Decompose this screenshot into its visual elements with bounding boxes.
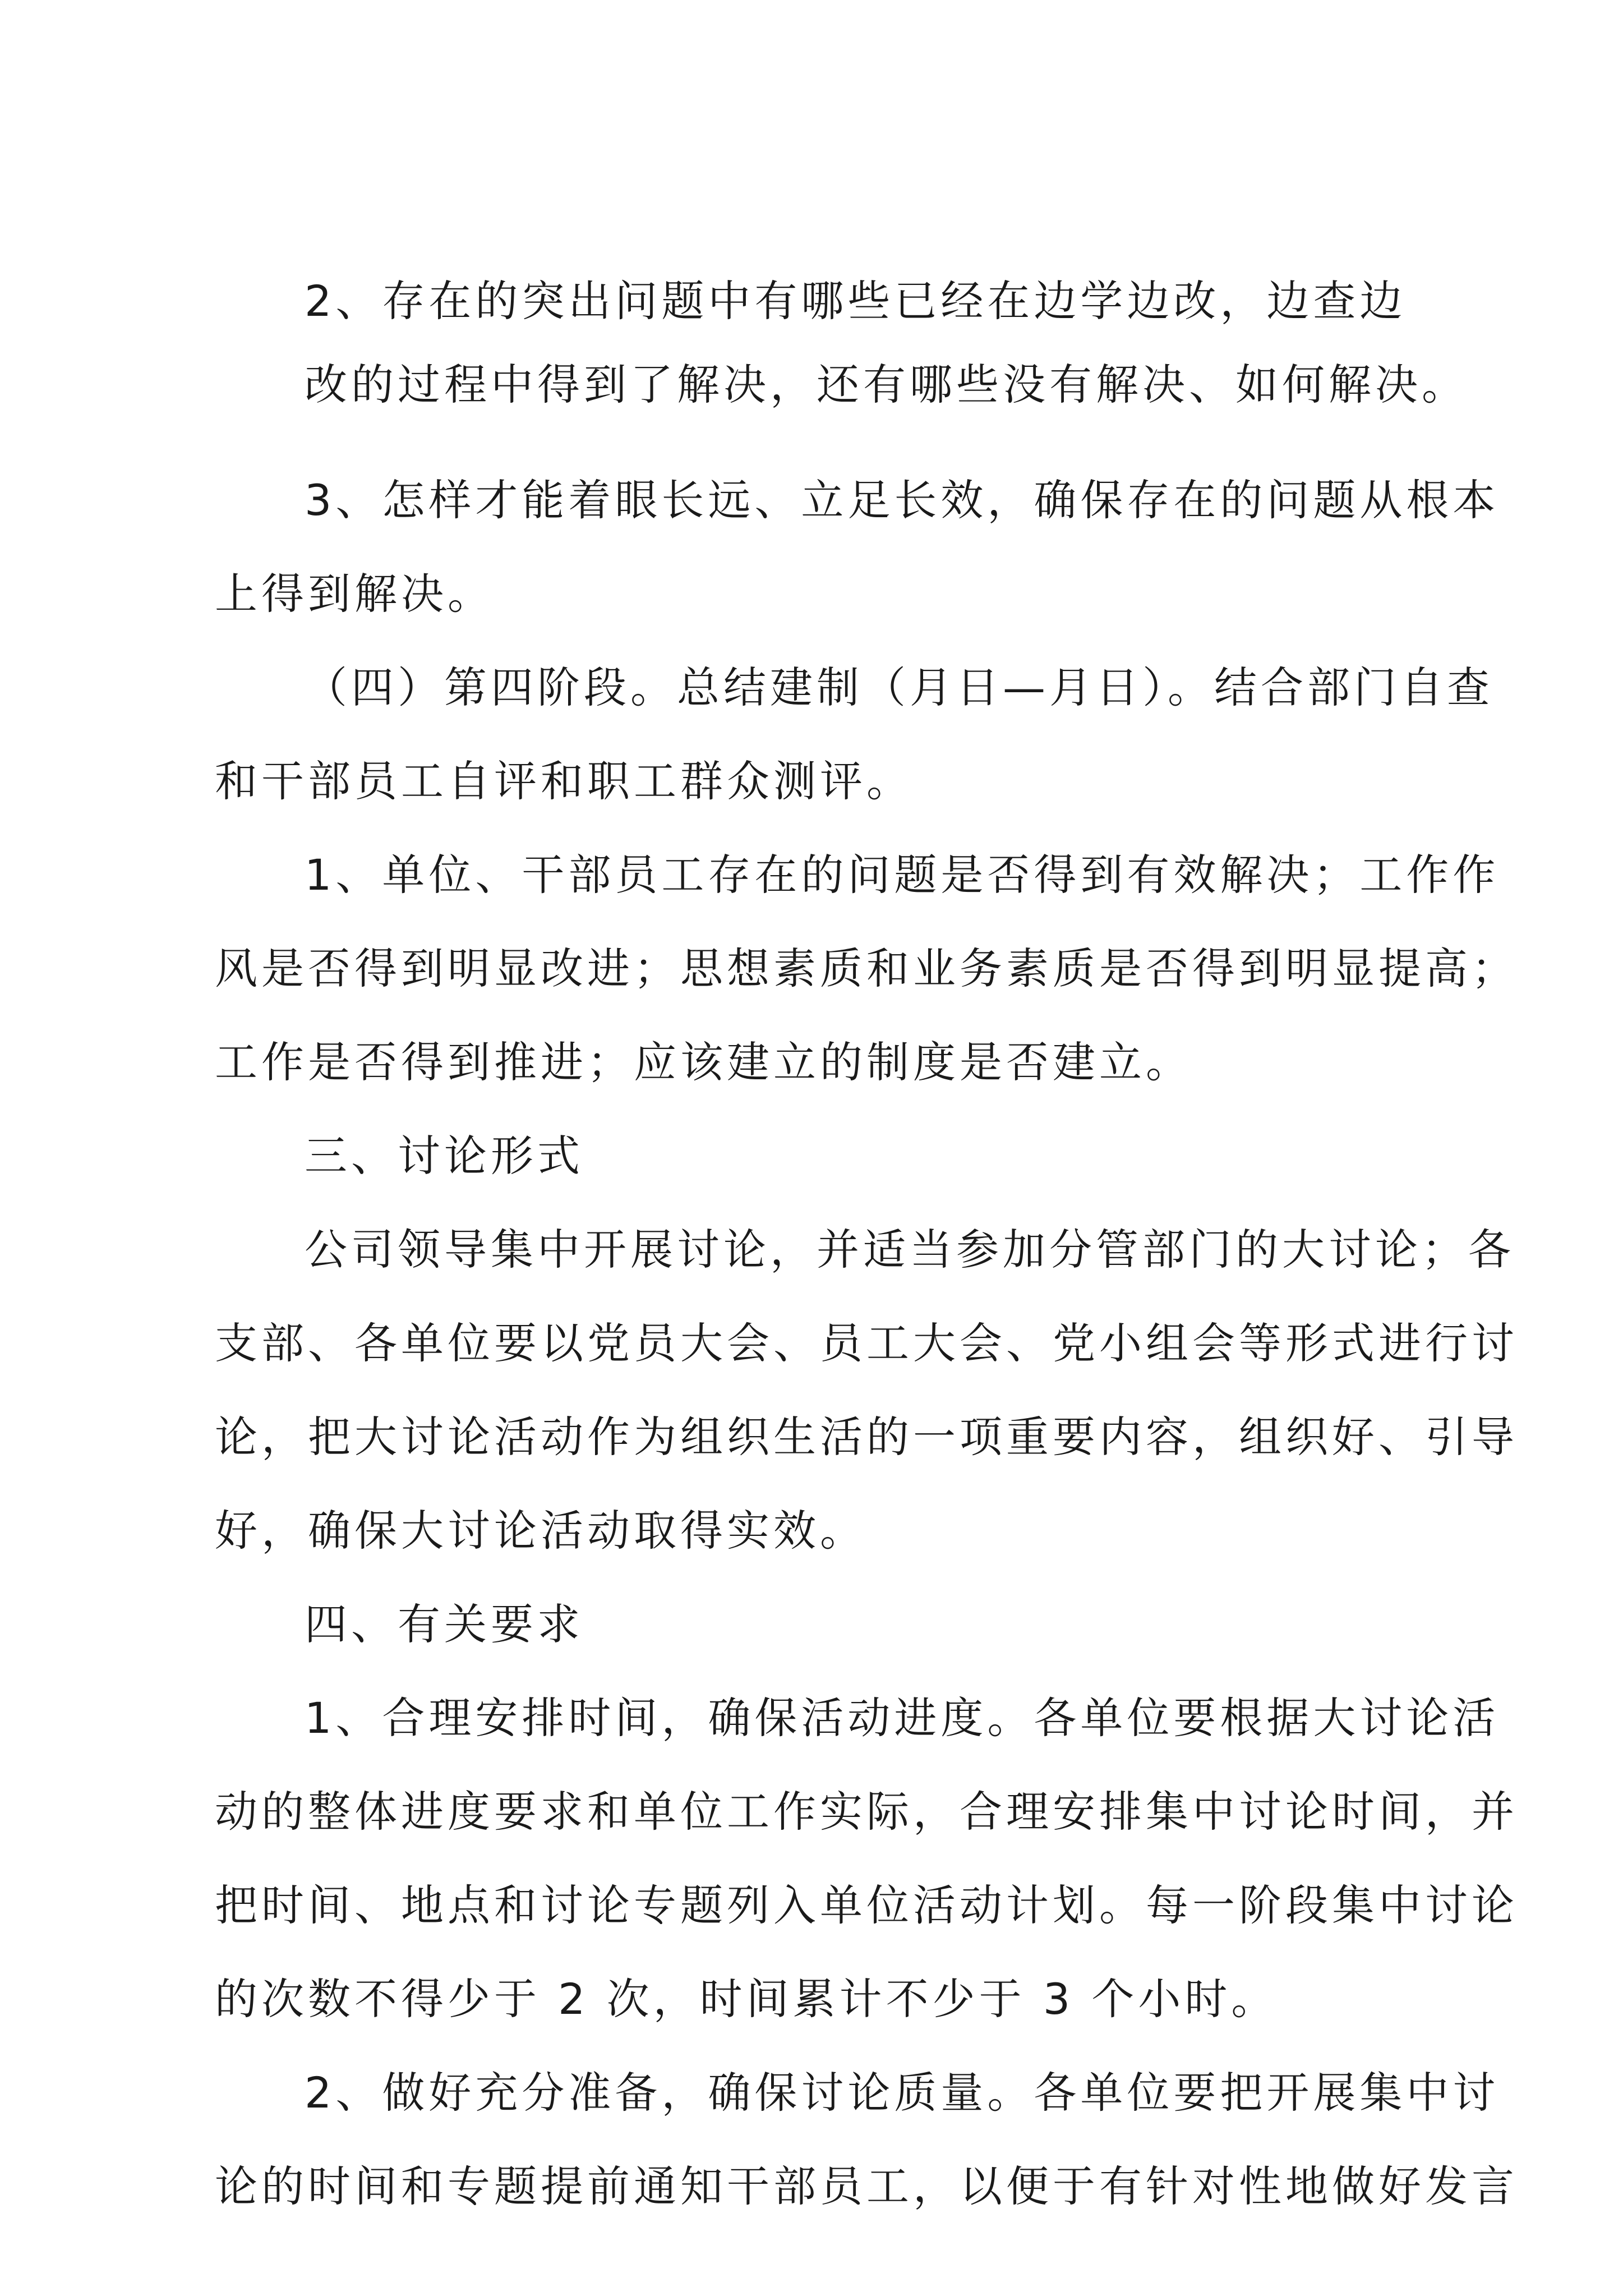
text-line: 公司领导集中开展讨论，并适当参加分管部门的大讨论；各	[305, 1225, 1515, 1274]
text-line: 上得到解决。	[215, 569, 494, 619]
text-line: 把时间、地点和讨论专题列入单位活动计划。每一阶段集中讨论	[215, 1880, 1518, 1930]
text-line: 好，确保大讨论活动取得实效。	[215, 1506, 866, 1556]
section-heading: 四、有关要求	[305, 1599, 584, 1649]
text-line: 工作是否得到推进；应该建立的制度是否建立。	[215, 1037, 1192, 1087]
text-line: 论，把大讨论活动作为组织生活的一项重要内容，组织好、引导	[215, 1412, 1518, 1462]
text-line: 的次数不得少于 2 次，时间累计不少于 3 个小时。	[215, 1974, 1278, 2024]
text-line: （四）第四阶段。总结建制（月日—月日）。结合部门自查	[305, 662, 1493, 712]
section-heading: 三、讨论形式	[305, 1131, 584, 1181]
text-line: 和干部员工自评和职工群众测评。	[215, 756, 913, 806]
text-line: 动的整体进度要求和单位工作实际，合理安排集中讨论时间，并	[215, 1787, 1518, 1837]
text-line: 1、单位、干部员工存在的问题是否得到有效解决；工作作	[305, 850, 1500, 900]
text-line: 3、怎样才能着眼长远、立足长效，确保存在的问题从根本	[305, 475, 1500, 525]
text-line: 2、做好充分准备，确保讨论质量。各单位要把开展集中讨	[305, 2068, 1500, 2118]
text-line: 风是否得到明显改进；思想素质和业务素质是否得到明显提高；	[215, 944, 1518, 993]
text-line: 支部、各单位要以党员大会、员工大会、党小组会等形式进行讨	[215, 1318, 1518, 1368]
text-line: 2、存在的突出问题中有哪些已经在边学边改，边查边	[305, 276, 1407, 326]
text-line: 改的过程中得到了解决，还有哪些没有解决、如何解决。	[305, 360, 1468, 409]
text-line: 论的时间和专题提前通知干部员工，以便于有针对性地做好发言	[215, 2161, 1518, 2211]
text-line: 1、合理安排时间，确保活动进度。各单位要根据大讨论活	[305, 1693, 1500, 1743]
